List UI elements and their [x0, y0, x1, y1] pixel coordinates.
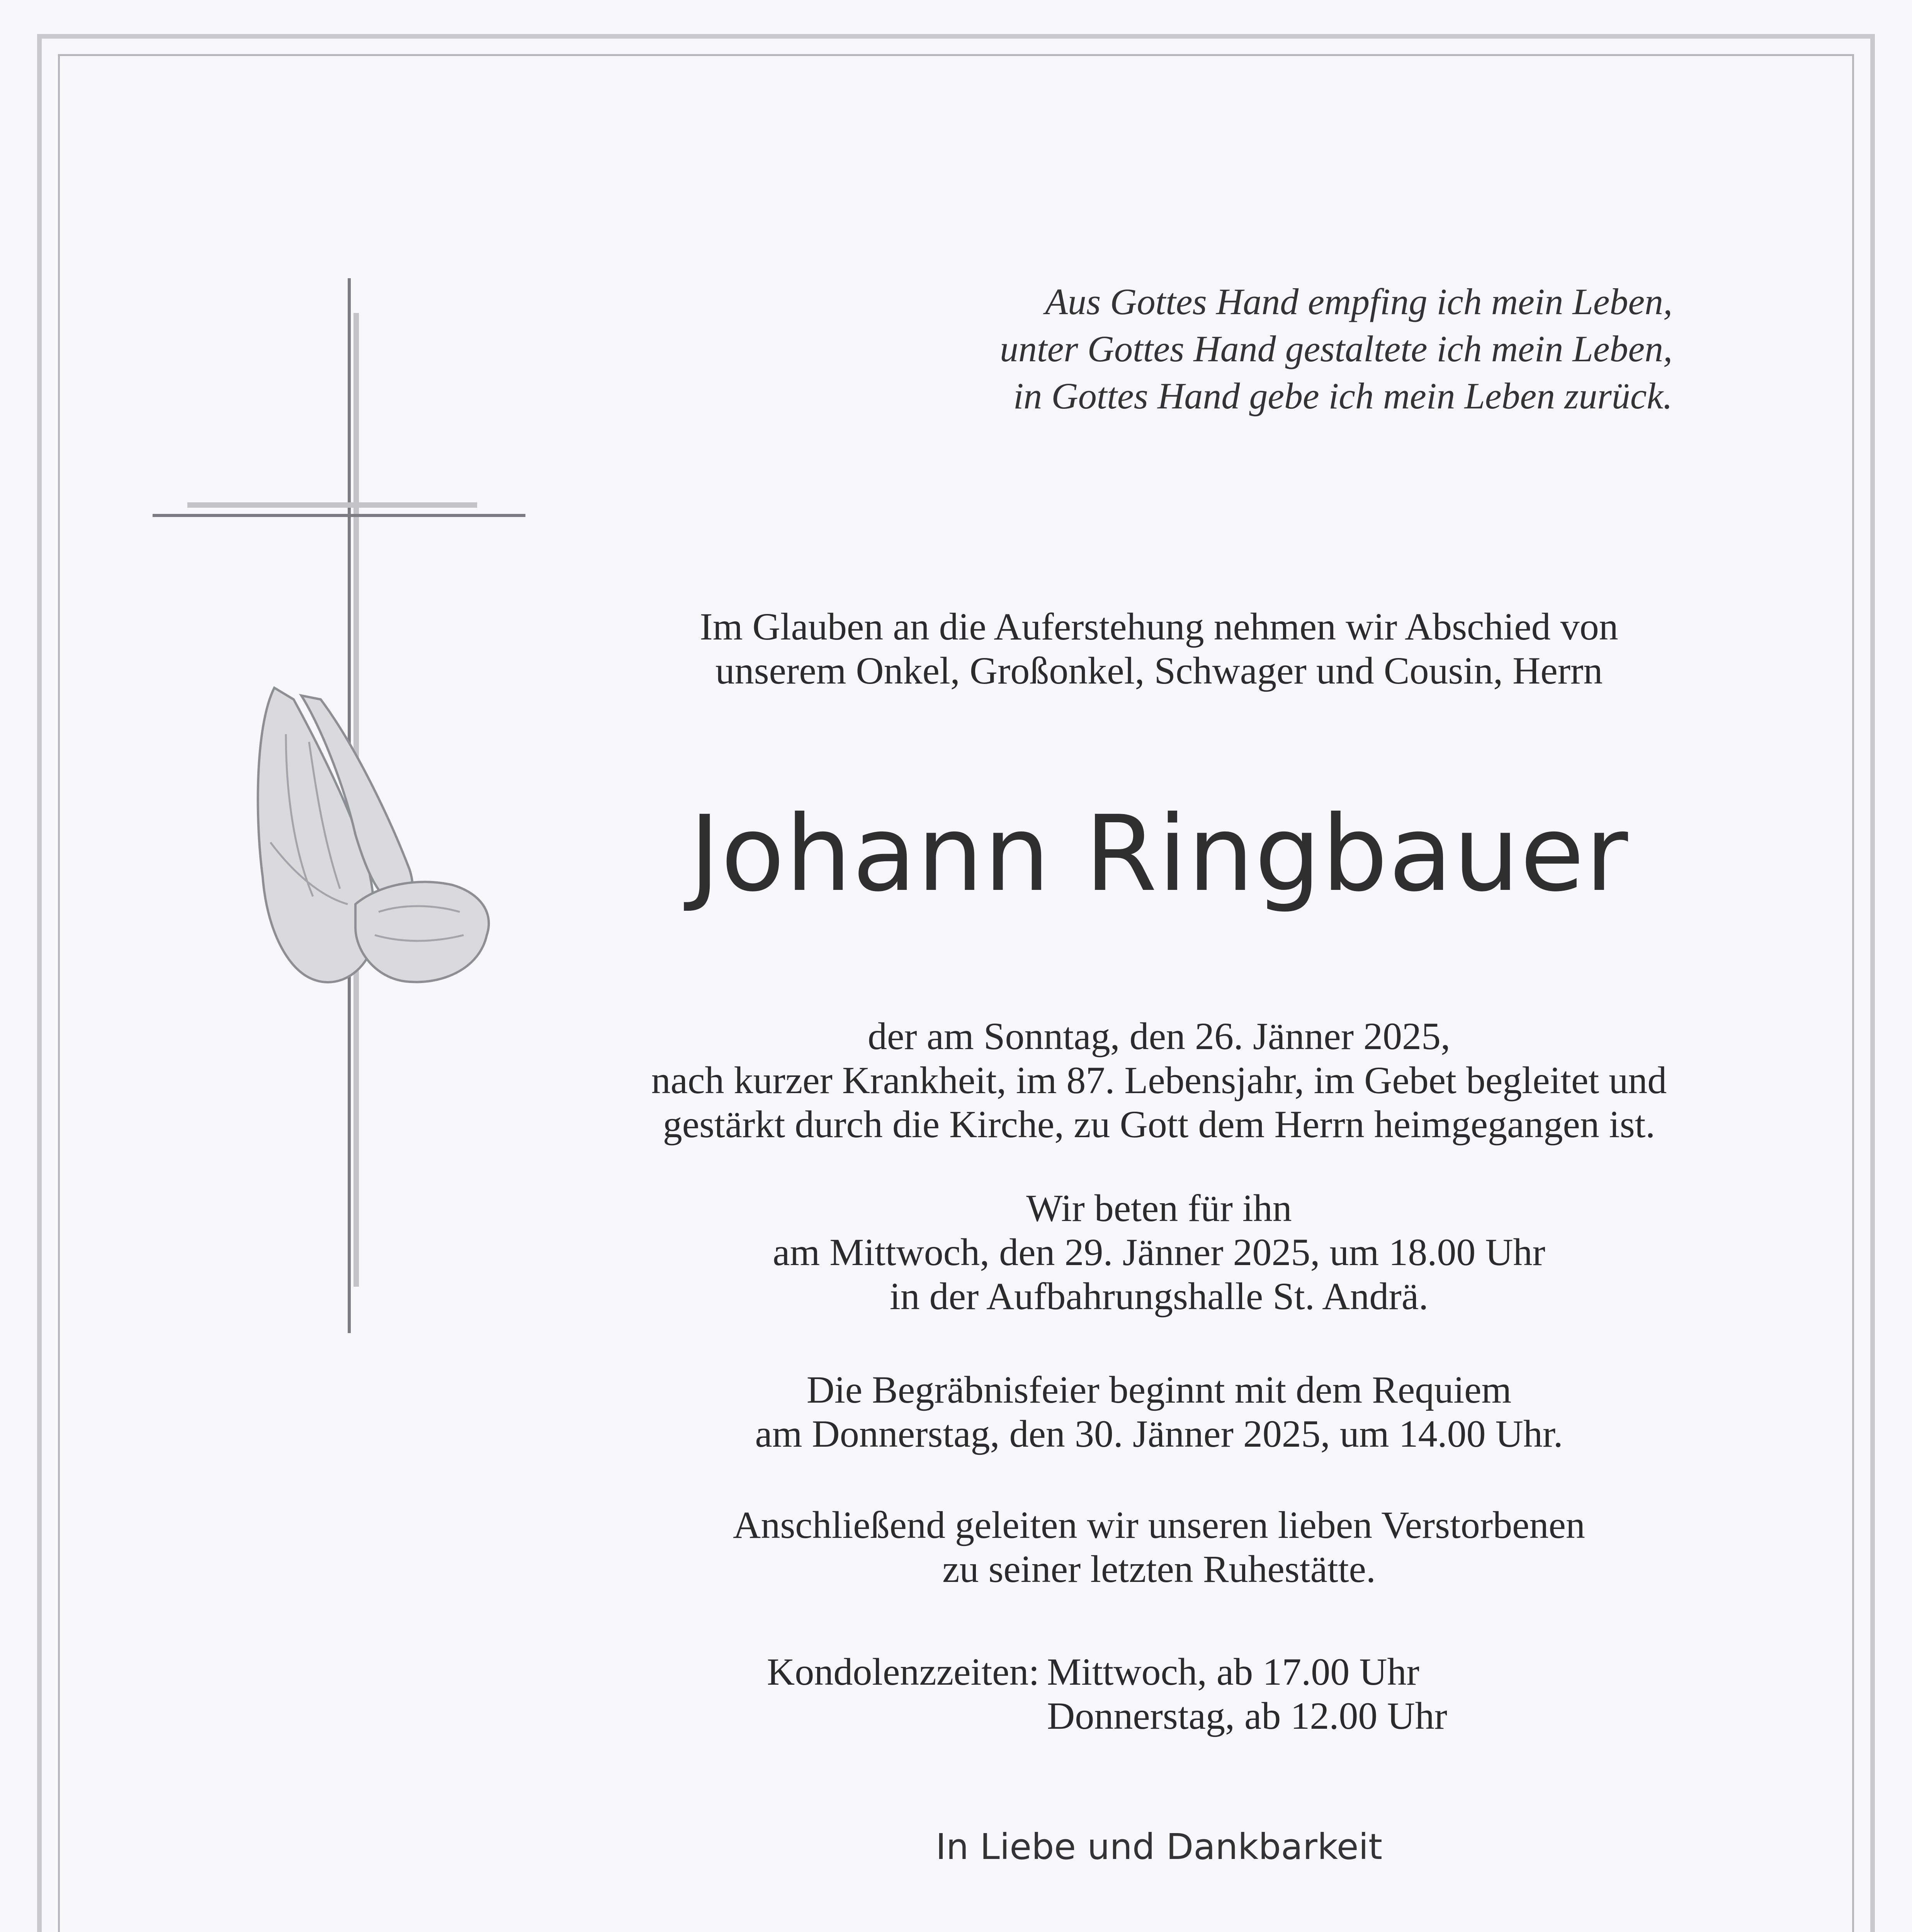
- notice-line: der am Sonntag, den 26. Jänner 2025,: [867, 1015, 1450, 1058]
- burial-paragraph: [444, 1503, 1874, 1591]
- notice-line: gestärkt durch die Kirche, zu Gott dem Herrn heimgegangen ist.: [663, 1103, 1655, 1146]
- motto-verse: [1000, 278, 1672, 420]
- prayer-paragraph: [444, 1186, 1874, 1318]
- intro-line: unserem Onkel, Großonkel, Schwager und Cousin, Herrn: [715, 649, 1603, 692]
- intro-line: Im Glauben an die Auferstehung nehmen wir Abschied von: [700, 605, 1618, 648]
- funeral-line: Die Begräbnisfeier beginnt mit dem Requiem: [806, 1368, 1512, 1411]
- prayer-line: Wir beten für ihn: [1026, 1187, 1292, 1230]
- notice-line: nach kurzer Krankheit, im 87. Lebensjahr, im Gebet begleitet und: [651, 1059, 1667, 1102]
- funeral-paragraph: [444, 1368, 1874, 1456]
- burial-line: Anschließend geleiten wir unseren lieben Verstorbenen: [733, 1503, 1585, 1546]
- intro-paragraph: [444, 605, 1874, 693]
- death-notice-paragraph: [444, 1014, 1874, 1146]
- prayer-line: am Mittwoch, den 29. Jänner 2025, um 18.00 Uhr: [773, 1231, 1545, 1274]
- condolence-time: Donnerstag, ab 12.00 Uhr: [1047, 1694, 1447, 1737]
- motto-line: in Gottes Hand gebe ich mein Leben zurück.: [1013, 375, 1672, 417]
- deceased-name: Johann Ringbauer: [689, 793, 1629, 915]
- prayer-line: in der Aufbahrungshalle St. Andrä.: [889, 1275, 1429, 1318]
- condolence-time: Mittwoch, ab 17.00 Uhr: [1047, 1650, 1419, 1693]
- burial-line: zu seiner letzten Ruhestätte.: [942, 1548, 1376, 1590]
- motto-line: unter Gottes Hand gestaltete ich mein Leben,: [1000, 328, 1672, 369]
- closing-line: In Liebe und Dankbarkeit: [935, 1826, 1383, 1867]
- condolence-times: [1047, 1650, 1447, 1738]
- condolence-label: Kondolenzzeiten:: [767, 1650, 1040, 1693]
- motto-line: Aus Gottes Hand empfing ich mein Leben,: [1045, 281, 1672, 322]
- funeral-line: am Donnerstag, den 30. Jänner 2025, um 14.00 Uhr.: [755, 1412, 1563, 1455]
